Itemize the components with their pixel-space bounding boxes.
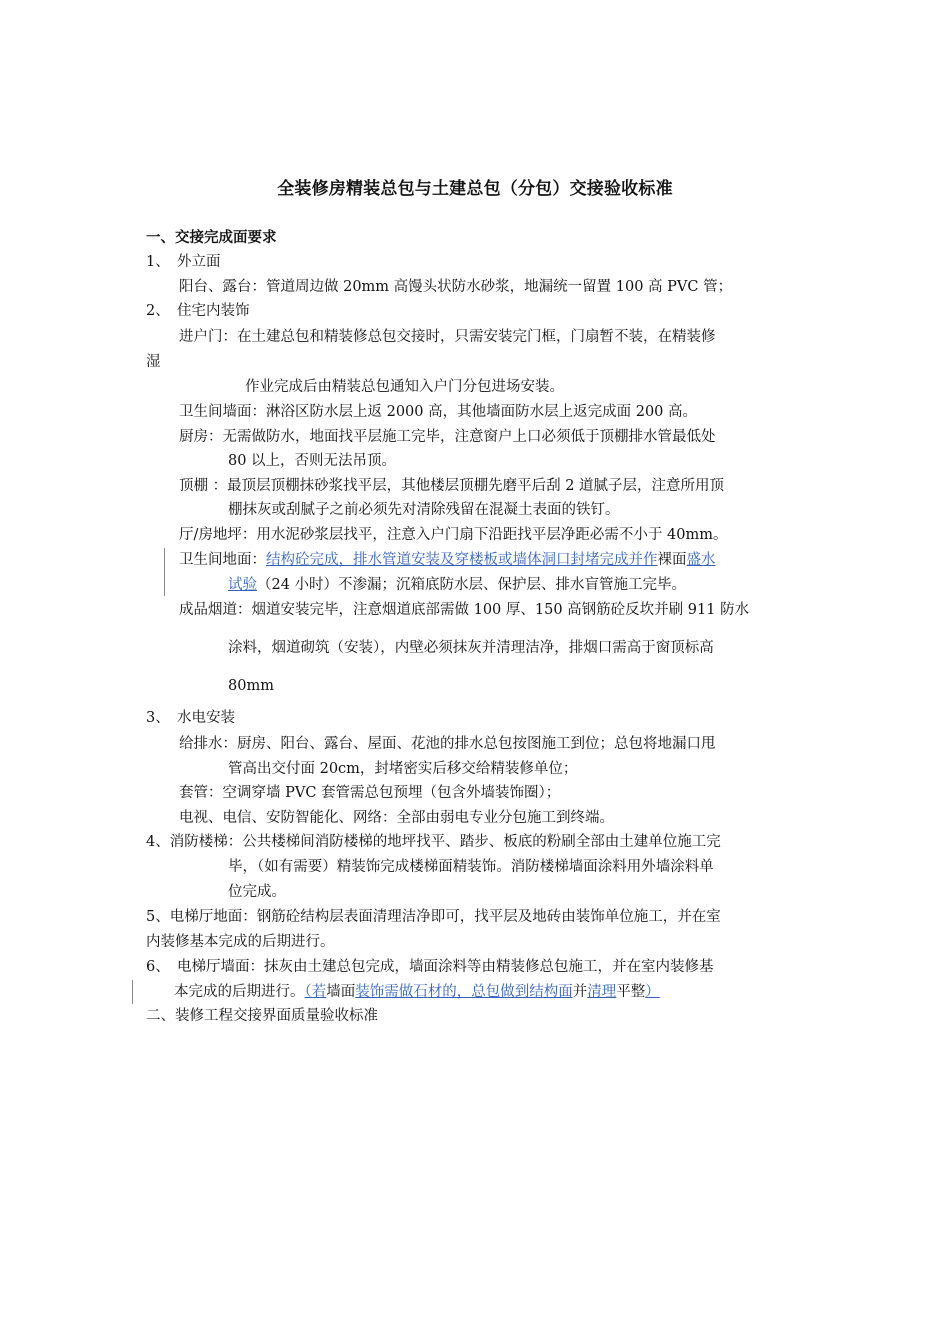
door-line-3: 作业完成后由精装总包通知入户门分包进场安装。 (245, 379, 564, 395)
ceiling-line-1: 顶棚 ：最顶层顶棚抹砂浆找平层，其他楼层顶棚先磨平后刮 2 道腻子层，注意所用顶 (179, 478, 725, 494)
kitchen-line-2: 80 以上，否则无法吊顶。 (228, 453, 397, 469)
door-line-2: 湿 (146, 354, 161, 370)
item6-link-4[interactable]: ） (645, 984, 660, 1000)
item6-mid-2: 并 (572, 984, 588, 1000)
drain-line-2: 管高出交付面 20cm，封堵密实后移交给精装修单位； (228, 761, 578, 777)
item4-line-1: 4、消防楼梯：公共楼梯间消防楼梯的地坪找平、踏步、板底的粉刷全部由土建单位施工完 (146, 834, 721, 850)
bath-floor-prefix: 卫生间地面： (179, 552, 266, 568)
bath-wall-line: 卫生间墙面：淋浴区防水层上返 2000 高，其他墙面防水层上返完成面 200 高。 (179, 404, 698, 420)
item2-label: 2、 住宅内装饰 (146, 303, 250, 319)
kitchen-line-1: 厨房：无需做防水，地面找平层施工完毕，注意窗户上口必须低于顶棚排水管最低处 (179, 429, 716, 445)
flue-line-2: 涂料，烟道砌筑（安装），内壁必须抹灰并清理洁净，排烟口需高于窗顶标高 (228, 640, 714, 656)
item3-label: 3、 水电安装 (146, 710, 235, 726)
item1-label: 1、 外立面 (146, 254, 221, 270)
floor-line: 厅/房地坪：用水泥砂浆层找平，注意入户门扇下沿距找平层净距必需不小于 40mm。 (179, 527, 728, 543)
item4-line-3: 位完成。 (228, 884, 286, 900)
item6-link-1[interactable]: （若 (304, 984, 327, 1000)
item6-prefix: 本完成的后期进行。 (174, 984, 305, 1000)
bath-floor-rest: （24 小时）不渗漏；沉箱底防水层、保护层、排水盲管施工完毕。 (257, 577, 687, 593)
item6-line-2 (174, 982, 660, 1002)
door-line-1: 进户门：在土建总包和精装修总包交接时，只需安装完门框，门扇暂不装，在精装修 (179, 329, 716, 345)
weak-current-line: 电视、电信、安防智能化、网络：全部由弱电专业分包施工到终端。 (179, 810, 614, 826)
ceiling-line-2: 棚抹灰或刮腻子之前必须先对清除残留在混凝土表面的铁钉。 (228, 502, 620, 518)
flue-line-1: 成品烟道：烟道安装完毕，注意烟道底部需做 100 厚、150 高钢筋砼反坎并刷 911 防水 (179, 602, 750, 618)
bath-floor-mid: 裸面 (657, 552, 687, 568)
revision-bar (164, 548, 165, 596)
item5-line-1: 5、电梯厅地面：钢筋砼结构层表面清理洁净即可，找平层及地砖由装饰单位施工，并在室 (146, 909, 721, 925)
bath-floor-link-1[interactable]: 结构砼完成，排水管道安装及穿楼板或墙体洞口封堵完成并作 (266, 552, 658, 568)
item6-link-3[interactable]: 清理 (587, 984, 617, 1000)
item6-mid-3: 平整 (616, 984, 646, 1000)
balcony-line: 阳台、露台：管道周边做 20mm 高馒头状防水砂浆，地漏统一留置 100 高 PVC 管； (179, 279, 733, 295)
bath-floor-line-1 (179, 550, 716, 570)
drain-line-1: 给排水：厨房、阳台、露台、屋面、花池的排水总包按图施工到位；总包将地漏口甩 (179, 736, 716, 752)
item6-mid-1: 墙面 (326, 984, 356, 1000)
revision-bar (132, 980, 133, 1004)
document-title: 全装修房精装总包与土建总包（分包）交接验收标准 (277, 179, 673, 199)
item6-link-2[interactable]: 装饰需做石材的，总包做到结构面 (355, 984, 573, 1000)
sleeve-line: 套管：空调穿墙 PVC 套管需总包预埋（包含外墙装饰圈）； (179, 785, 561, 801)
item4-line-2: 毕，（如有需要）精装饰完成楼梯面精装饰。消防楼梯墙面涂料用外墙涂料单 (228, 859, 714, 875)
item5-line-2: 内装修基本完成的后期进行。 (146, 934, 335, 950)
bath-floor-link-2[interactable]: 盛水 (686, 552, 716, 568)
section1-heading: 一、交接完成面要求 (146, 230, 277, 246)
bath-floor-line-2 (228, 575, 686, 595)
flue-line-3: 80mm (228, 678, 274, 694)
item6-line-1: 6、 电梯厅墙面：抹灰由土建总包完成，墙面涂料等由精装修总包施工，并在室内装修基 (146, 959, 714, 975)
bath-floor-link-3[interactable]: 试验 (228, 577, 257, 593)
section2-heading: 二、装修工程交接界面质量验收标准 (146, 1008, 378, 1024)
